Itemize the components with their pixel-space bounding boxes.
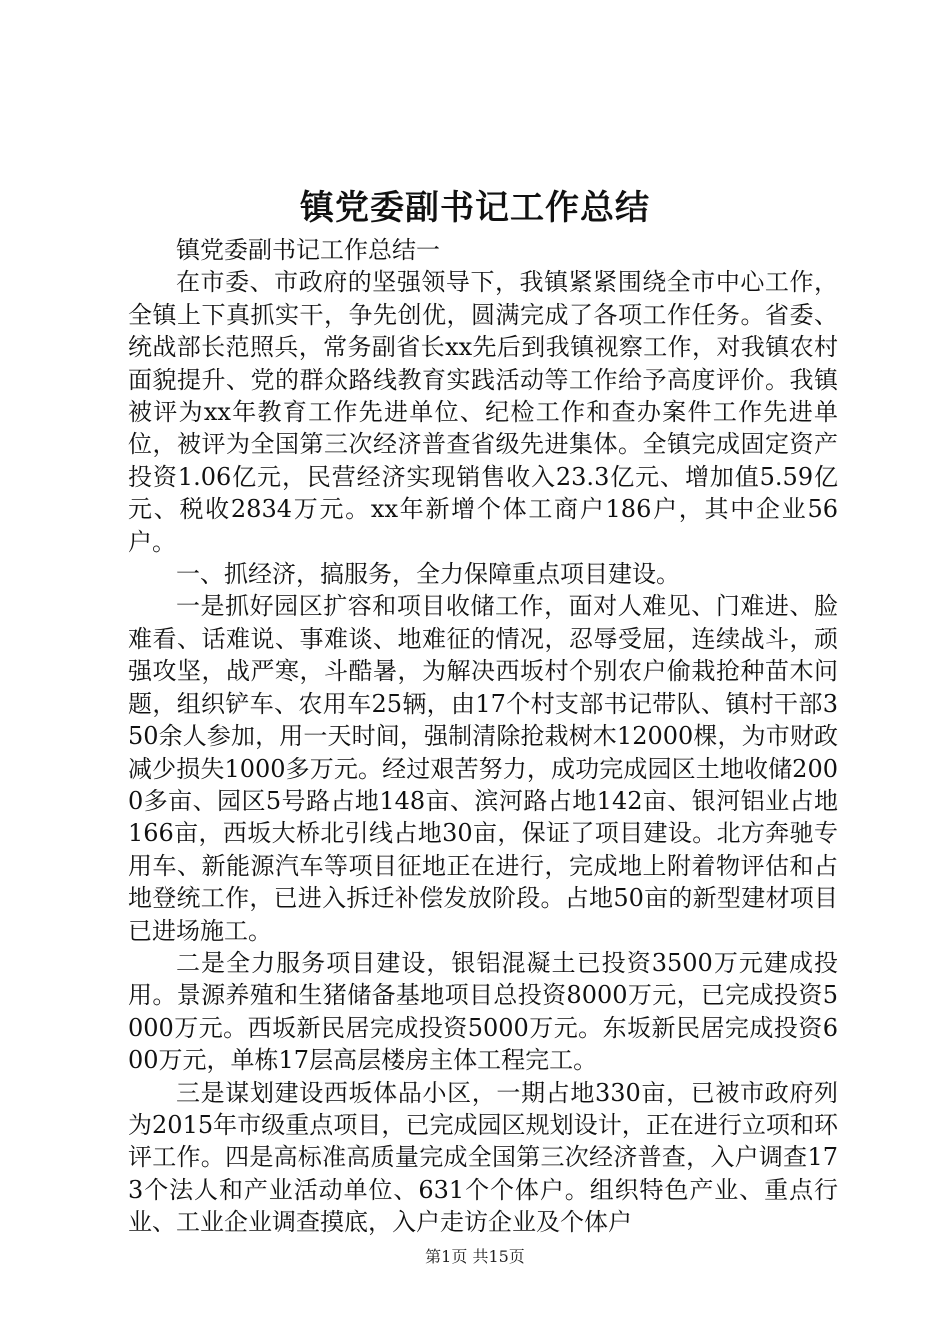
- paragraph: 三是谋划建设西坂体品小区，一期占地330亩，已被市政府列为2015年市级重点项目，已完成园区规划设计，正在进行立项和环评工作。四是高标准高质量完成全国第三次经济普查，入户调查173个法人和产业活动单位、631个个体户。组织特色产业、重点行业、工业企业调查摸底，入户走访企业及个体户: [128, 1078, 838, 1237]
- paragraph: 二是全力服务项目建设，银铝混凝土已投资3500万元建成投用。景源养殖和生猪储备基地项目总投资8000万元，已完成投资5000万元。西坂新民居完成投资5000万元。东坂新民居完成投资600万元，单栋17层高层楼房主体工程完工。: [128, 948, 838, 1075]
- document-title: 镇党委副书记工作总结: [300, 188, 650, 228]
- paragraph: 在市委、市政府的坚强领导下，我镇紧紧围绕全市中心工作，全镇上下真抓实干，争先创优，圆满完成了各项工作任务。省委、统战部长范照兵，常务副省长xx先后到我镇视察工作，对我镇农村面貌提升、党的群众路线教育实践活动等工作给予高度评价。我镇被评为xx年教育工作先进单位、纪检工作和查办案件工作先进单位，被评为全国第三次经济普查省级先进集体。全镇完成固定资产投资1.06亿元，民营经济实现销售收入23.3亿元、增加值5.59亿元、税收2834万元。xx年新增个体工商户186户，其中企业56户。: [128, 268, 838, 556]
- document-body: [128, 234, 838, 1239]
- paragraph: 一是抓好园区扩容和项目收储工作，面对人难见、门难进、脸难看、话难说、事难谈、地难征的情况，忍辱受屈，连续战斗，顽强攻坚，战严寒，斗酷暑，为解决西坂村个别农户偷栽抢种苗木问题，组织铲车、农用车25辆，由17个村支部书记带队、镇村干部350余人参加，用一天时间，强制清除抢栽树木12000棵，为市财政减少损失1000多万元。经过艰苦努力，成功完成园区土地收储2000多亩、园区5号路占地148亩、滨河路占地142亩、银河铝业占地166亩，西坂大桥北引线占地30亩，保证了项目建设。北方奔驰专用车、新能源汽车等项目征地正在进行，完成地上附着物评估和占地登统工作，已进入拆迁补偿发放阶段。占地50亩的新型建材项目已进场施工。: [128, 592, 838, 945]
- page-footer: 第1页 共15页: [425, 1247, 525, 1266]
- paragraph-heading: 一、抓经济，搞服务，全力保障重点项目建设。: [176, 560, 680, 589]
- section-heading: 镇党委副书记工作总结一: [176, 236, 440, 264]
